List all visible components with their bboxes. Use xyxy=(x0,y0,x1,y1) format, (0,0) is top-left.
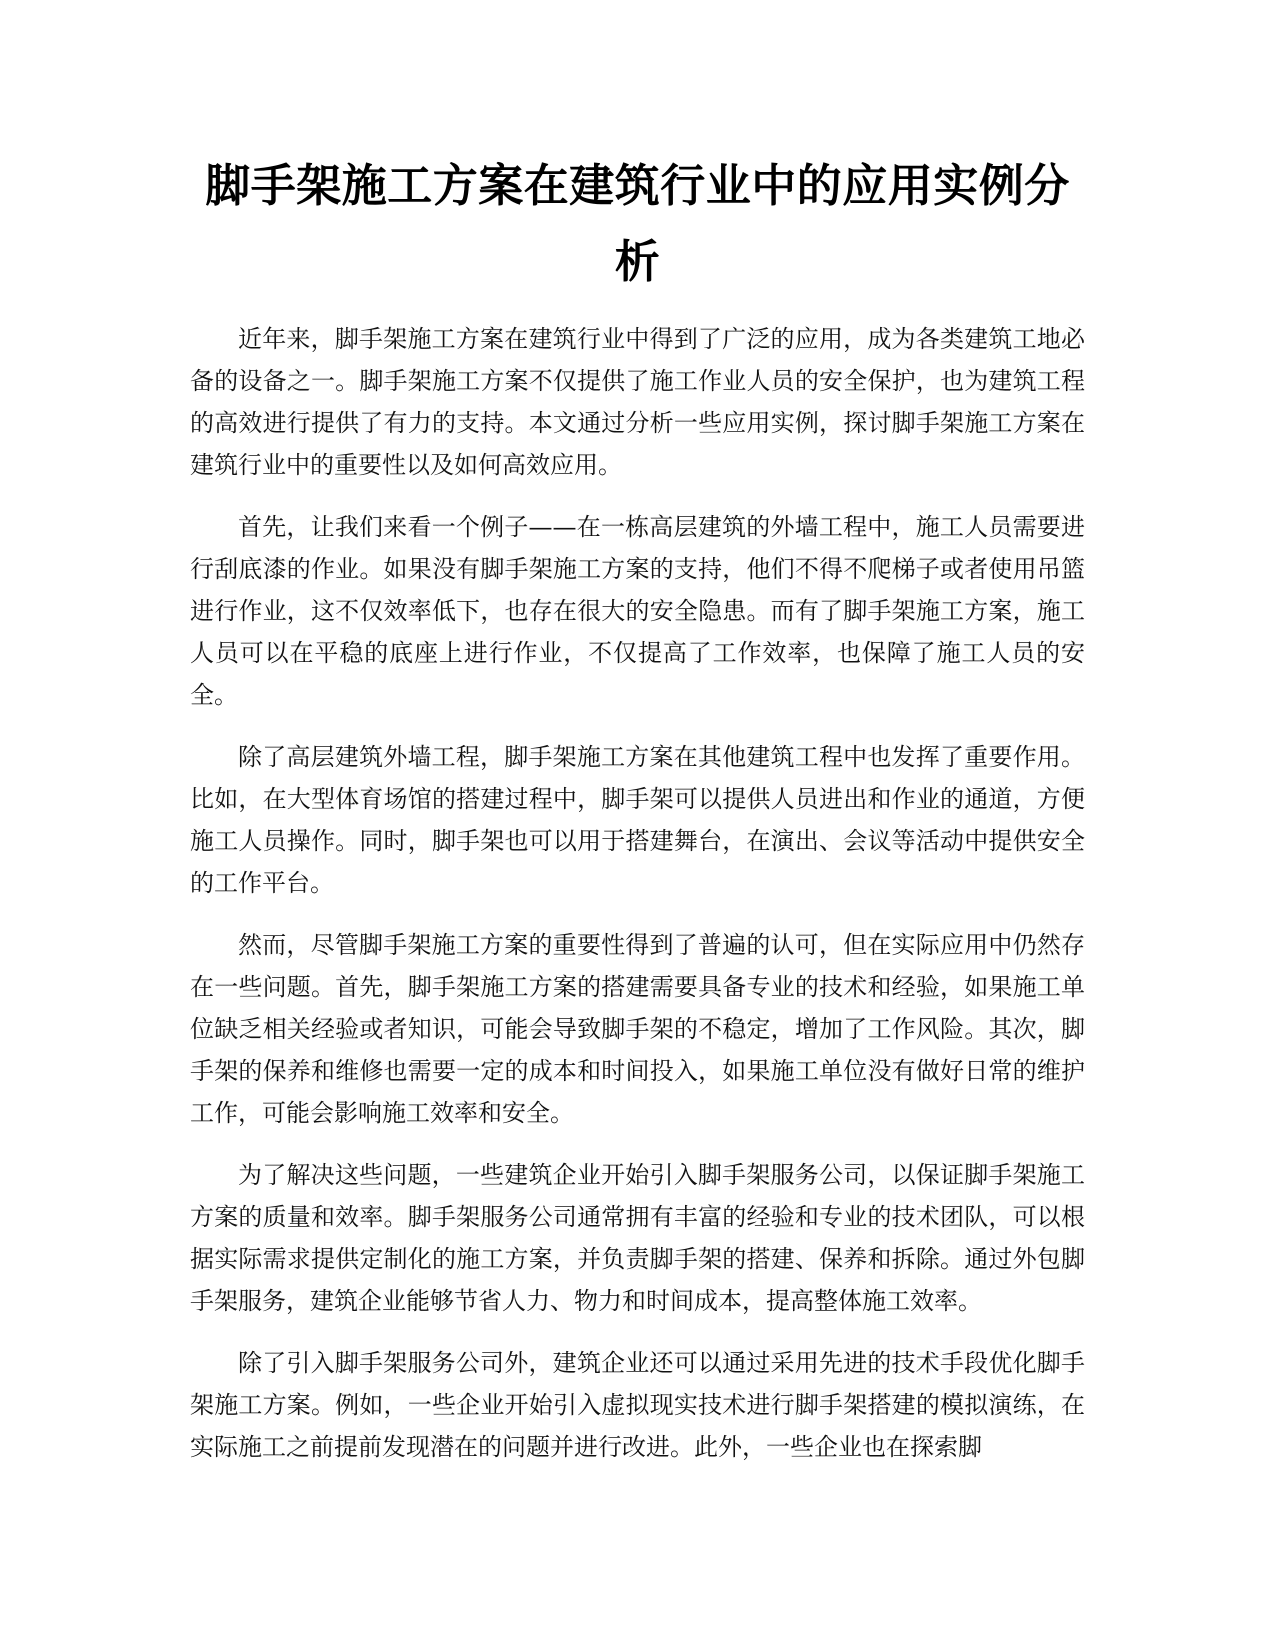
paragraph: 然而，尽管脚手架施工方案的重要性得到了普遍的认可，但在实际应用中仍然存在一些问题。首先，脚手架施工方案的搭建需要具备专业的技术和经验，如果施工单位缺乏相关经验或者知识，可能会导致脚手架的不稳定，增加了工作风险。其次，脚手架的保养和维修也需要一定的成本和时间投入，如果施工单位没有做好日常的维护工作，可能会影响施工效率和安全。 xyxy=(190,931,1085,1127)
paragraph: 首先，让我们来看一个例子——在一栋高层建筑的外墙工程中，施工人员需要进行刮底漆的作业。如果没有脚手架施工方案的支持，他们不得不爬梯子或者使用吊篮进行作业，这不仅效率低下，也存在很大的安全隐患。而有了脚手架施工方案，施工人员可以在平稳的底座上进行作业，不仅提高了工作效率，也保障了施工人员的安全。 xyxy=(190,513,1085,709)
document-title: 脚手架施工方案在建筑行业中的应用实例分析 xyxy=(205,159,1070,288)
paragraph: 除了引入脚手架服务公司外，建筑企业还可以通过采用先进的技术手段优化脚手架施工方案。例如，一些企业开始引入虚拟现实技术进行脚手架搭建的模拟演练，在实际施工之前提前发现潜在的问题并进行改进。此外，一些企业也在探索脚 xyxy=(190,1349,1085,1461)
document-body xyxy=(190,318,1085,1488)
paragraph: 除了高层建筑外墙工程，脚手架施工方案在其他建筑工程中也发挥了重要作用。比如，在大型体育场馆的搭建过程中，脚手架可以提供人员进出和作业的通道，方便施工人员操作。同时，脚手架也可以用于搭建舞台，在演出、会议等活动中提供安全的工作平台。 xyxy=(190,743,1085,897)
paragraph: 为了解决这些问题，一些建筑企业开始引入脚手架服务公司，以保证脚手架施工方案的质量和效率。脚手架服务公司通常拥有丰富的经验和专业的技术团队，可以根据实际需求提供定制化的施工方案，并负责脚手架的搭建、保养和拆除。通过外包脚手架服务，建筑企业能够节省人力、物力和时间成本，提高整体施工效率。 xyxy=(190,1161,1085,1315)
paragraph: 近年来，脚手架施工方案在建筑行业中得到了广泛的应用，成为各类建筑工地必备的设备之一。脚手架施工方案不仅提供了施工作业人员的安全保护，也为建筑工程的高效进行提供了有力的支持。本文通过分析一些应用实例，探讨脚手架施工方案在建筑行业中的重要性以及如何高效应用。 xyxy=(190,325,1085,479)
